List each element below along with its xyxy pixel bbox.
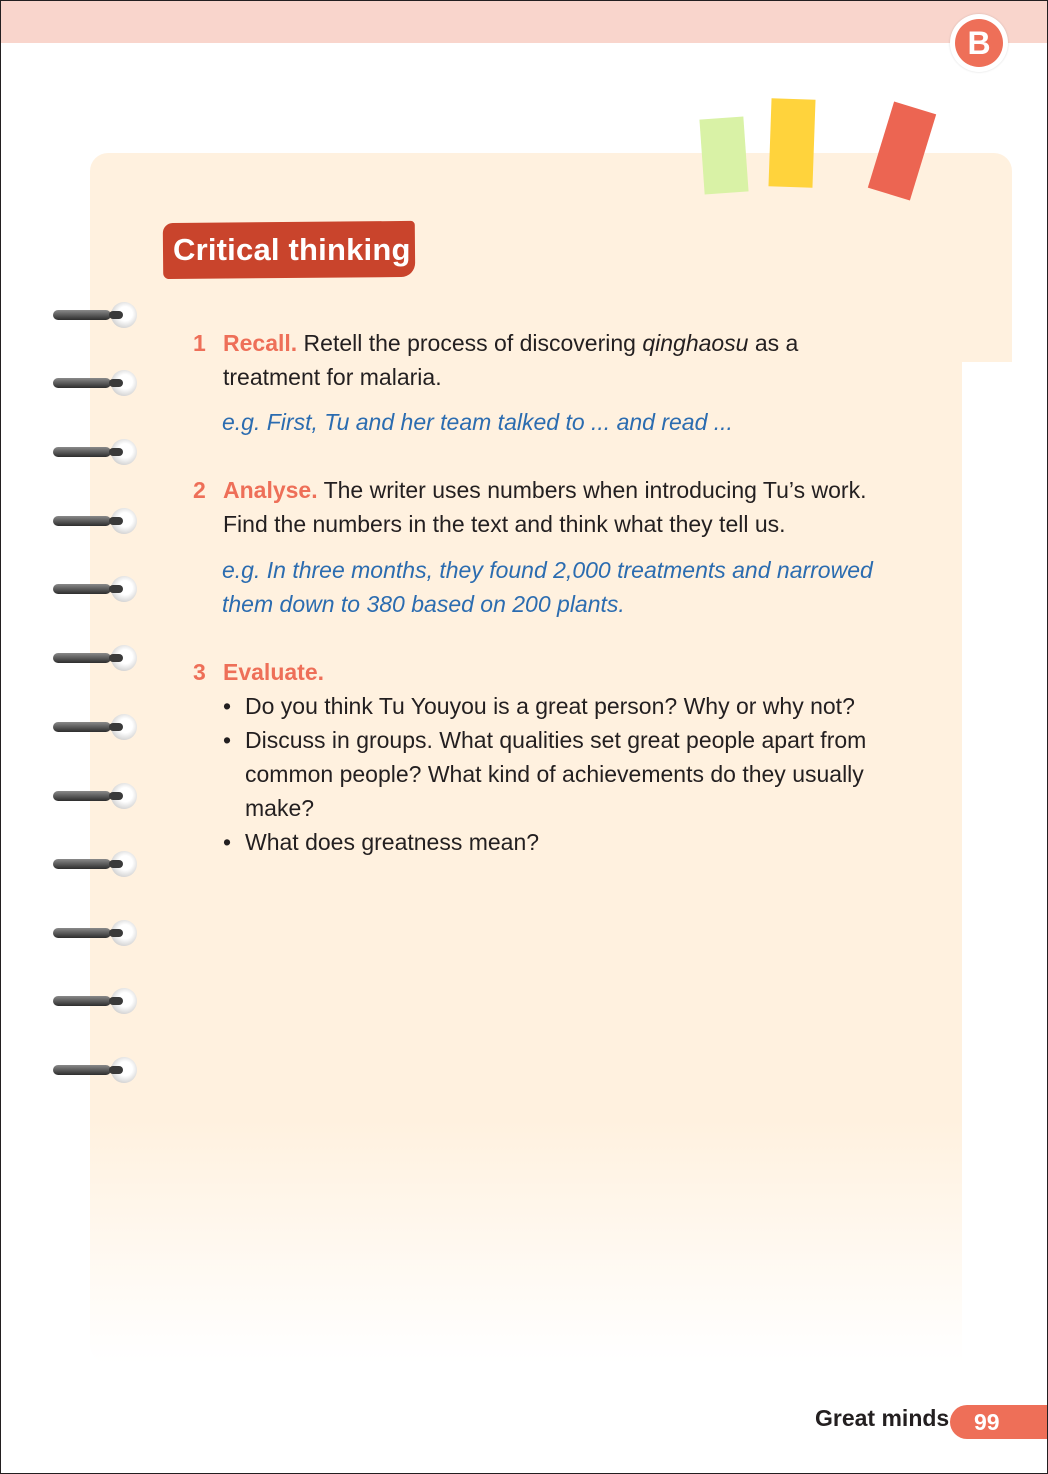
spiral-ring — [53, 714, 137, 740]
question-2-line-1 — [223, 473, 866, 507]
sticky-tab-green — [699, 117, 748, 195]
section-badge — [950, 14, 1008, 72]
spiral-ring — [53, 645, 137, 671]
question-label: Recall. — [223, 330, 298, 356]
question-1-line-2: treatment for malaria. — [223, 364, 442, 390]
spiral-ring — [53, 508, 137, 534]
spiral-ring — [53, 1057, 137, 1083]
question-label: Analyse. — [223, 477, 318, 503]
spiral-ring — [53, 783, 137, 809]
bullet-item-line-2: common people? What kind of achievements do they usually — [245, 761, 864, 787]
question-number: 3 — [193, 659, 206, 685]
example-answer: e.g. First, Tu and her team talked to ... and read ... — [222, 409, 733, 435]
bullet-icon: • — [223, 693, 232, 719]
section-heading: Critical thinking — [173, 232, 411, 267]
question-number: 2 — [193, 477, 206, 503]
spiral-ring — [53, 302, 137, 328]
section-letter: B — [955, 19, 1003, 67]
question-term: qinghaosu — [642, 330, 749, 356]
question-label: Evaluate. — [223, 659, 324, 685]
sticky-tab-yellow — [768, 98, 815, 187]
spiral-ring — [53, 920, 137, 946]
question-1-line-1 — [223, 326, 798, 360]
spiral-ring — [53, 851, 137, 877]
example-answer-line-2: them down to 380 based on 200 plants. — [222, 591, 625, 617]
page-number: 99 — [950, 1405, 1048, 1439]
spiral-ring — [53, 988, 137, 1014]
bullet-item-line-1: Discuss in groups. What qualities set great people apart from — [245, 727, 867, 753]
question-text: Retell the process of discovering — [297, 330, 643, 356]
spiral-ring — [53, 370, 137, 396]
unit-title: Great minds — [815, 1405, 950, 1431]
spiral-ring — [53, 439, 137, 465]
bullet-icon: • — [223, 727, 232, 753]
question-3-label — [223, 655, 324, 689]
question-text: The writer uses numbers when introducing Tu’s work. — [317, 477, 867, 503]
example-answer-line-1: e.g. In three months, they found 2,000 treatments and narrowed — [222, 557, 873, 583]
question-text: as a — [748, 330, 799, 356]
question-2-line-2: Find the numbers in the text and think what they tell us. — [223, 511, 786, 537]
bullet-item-line-3: make? — [245, 795, 315, 821]
question-number: 1 — [193, 330, 206, 356]
bullet-icon: • — [223, 829, 232, 855]
bullet-item: Do you think Tu Youyou is a great person? Why or why not? — [245, 693, 855, 719]
spiral-ring — [53, 576, 137, 602]
bullet-item: What does greatness mean? — [245, 829, 540, 855]
notebook-card-cutout — [962, 362, 1022, 1372]
top-band — [1, 1, 1047, 43]
